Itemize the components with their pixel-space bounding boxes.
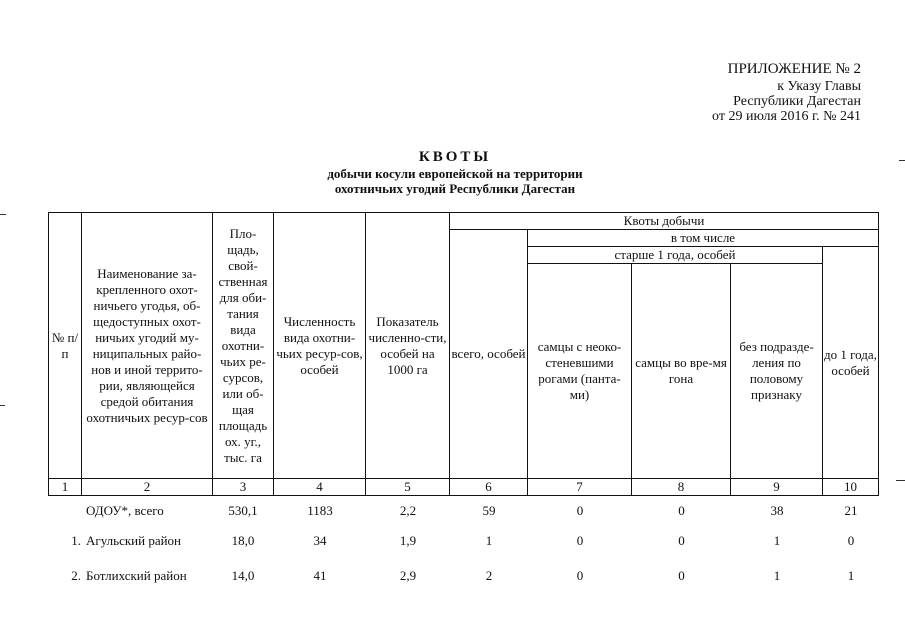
- scan-mark: [0, 214, 6, 215]
- header-total: всего, особей: [450, 230, 528, 479]
- header-males-velvet: самцы с неоко-стеневшими рогами (панта-ми): [528, 264, 632, 479]
- colnum-3: 3: [213, 479, 274, 496]
- row-total: 1: [485, 533, 493, 548]
- appendix-republic: Республики Дагестан: [733, 94, 861, 109]
- header-num: № п/п: [49, 213, 82, 479]
- title-line-3: охотничьих угодий Республики Дагестан: [334, 181, 576, 196]
- title-line-2: добычи косули европейской на территории: [327, 166, 583, 181]
- row-name: Ботлихский район: [86, 568, 187, 583]
- row-males-velvet: 0: [576, 503, 584, 518]
- row-under-year: 0: [847, 533, 855, 548]
- row-no-sex: 1: [773, 568, 781, 583]
- scan-mark: [896, 480, 905, 481]
- header-under-year: до 1 года, особей: [823, 247, 879, 479]
- row-population: 1183: [307, 503, 333, 518]
- row-num: 1.: [71, 533, 81, 548]
- appendix-block: [712, 62, 861, 124]
- header-population: Численность вида охотни-чьих ресур-сов, особей: [274, 213, 366, 479]
- row-area: 14,0: [231, 568, 255, 583]
- row-name: Агульский район: [86, 533, 181, 548]
- header-including: в том числе: [528, 230, 879, 247]
- row-under-year: 21: [844, 503, 858, 518]
- row-no-sex: 38: [770, 503, 784, 518]
- colnum-5: 5: [366, 479, 450, 496]
- row-population: 34: [313, 533, 327, 548]
- row-under-year: 1: [847, 568, 855, 583]
- colnum-6: 6: [450, 479, 528, 496]
- row-males-velvet: 0: [576, 568, 584, 583]
- colnum-9: 9: [731, 479, 823, 496]
- row-density: 1,9: [399, 533, 417, 548]
- row-males-rut: 0: [678, 503, 685, 518]
- row-density: 2,2: [399, 503, 417, 518]
- row-no-sex: 1: [773, 533, 781, 548]
- row-population: 41: [313, 568, 327, 583]
- header-males-rut: самцы во вре-мя гона: [632, 264, 731, 479]
- title-quotas: КВОТЫ: [418, 149, 492, 165]
- row-males-rut: 0: [678, 533, 685, 548]
- appendix-decree: к Указу Главы: [777, 79, 861, 94]
- colnum-4: 4: [274, 479, 366, 496]
- row-density: 2,9: [399, 568, 417, 583]
- row-total: 59: [482, 503, 496, 518]
- header-area: Пло-щадь, свой-ственная для оби-тания вида охотни-чьих ре-сурсов, или об-щая площадь ох. уг., тыс. га: [213, 213, 274, 479]
- row-males-velvet: 0: [576, 533, 584, 548]
- header-over-year: старше 1 года, особей: [528, 247, 823, 264]
- colnum-8: 8: [632, 479, 731, 496]
- appendix-title: ПРИЛОЖЕНИЕ № 2: [727, 61, 861, 77]
- quota-table-header: [48, 212, 879, 496]
- colnum-10: 10: [823, 479, 879, 496]
- row-name: ОДОУ*, всего: [86, 503, 164, 518]
- colnum-2: 2: [82, 479, 213, 496]
- appendix-date: от 29 июля 2016 г. № 241: [712, 109, 861, 124]
- document-title: [230, 150, 680, 196]
- table-row: [48, 502, 878, 520]
- table-row: [48, 532, 878, 550]
- row-area: 530,1: [228, 503, 258, 518]
- row-num: 2.: [71, 568, 81, 583]
- row-area: 18,0: [231, 533, 255, 548]
- header-density: Показатель численно-сти, особей на 1000 га: [366, 213, 450, 479]
- scan-mark: [0, 405, 5, 406]
- row-males-rut: 0: [678, 568, 685, 583]
- table-row: [48, 567, 878, 585]
- scan-mark: [899, 160, 905, 161]
- header-name: Наименование за-крепленного охот-ничьего угодья, об-щедоступных охот-ничьих угодий му-ниципальных райо-нов и иной террито-рии, являющейся средой обитания охотничьих ресур-сов: [82, 213, 213, 479]
- colnum-7: 7: [528, 479, 632, 496]
- row-total: 2: [485, 568, 493, 583]
- colnum-1: 1: [49, 479, 82, 496]
- header-quotas: Квоты добычи: [450, 213, 879, 230]
- header-no-sex: без подразде-ления по половому признаку: [731, 264, 823, 479]
